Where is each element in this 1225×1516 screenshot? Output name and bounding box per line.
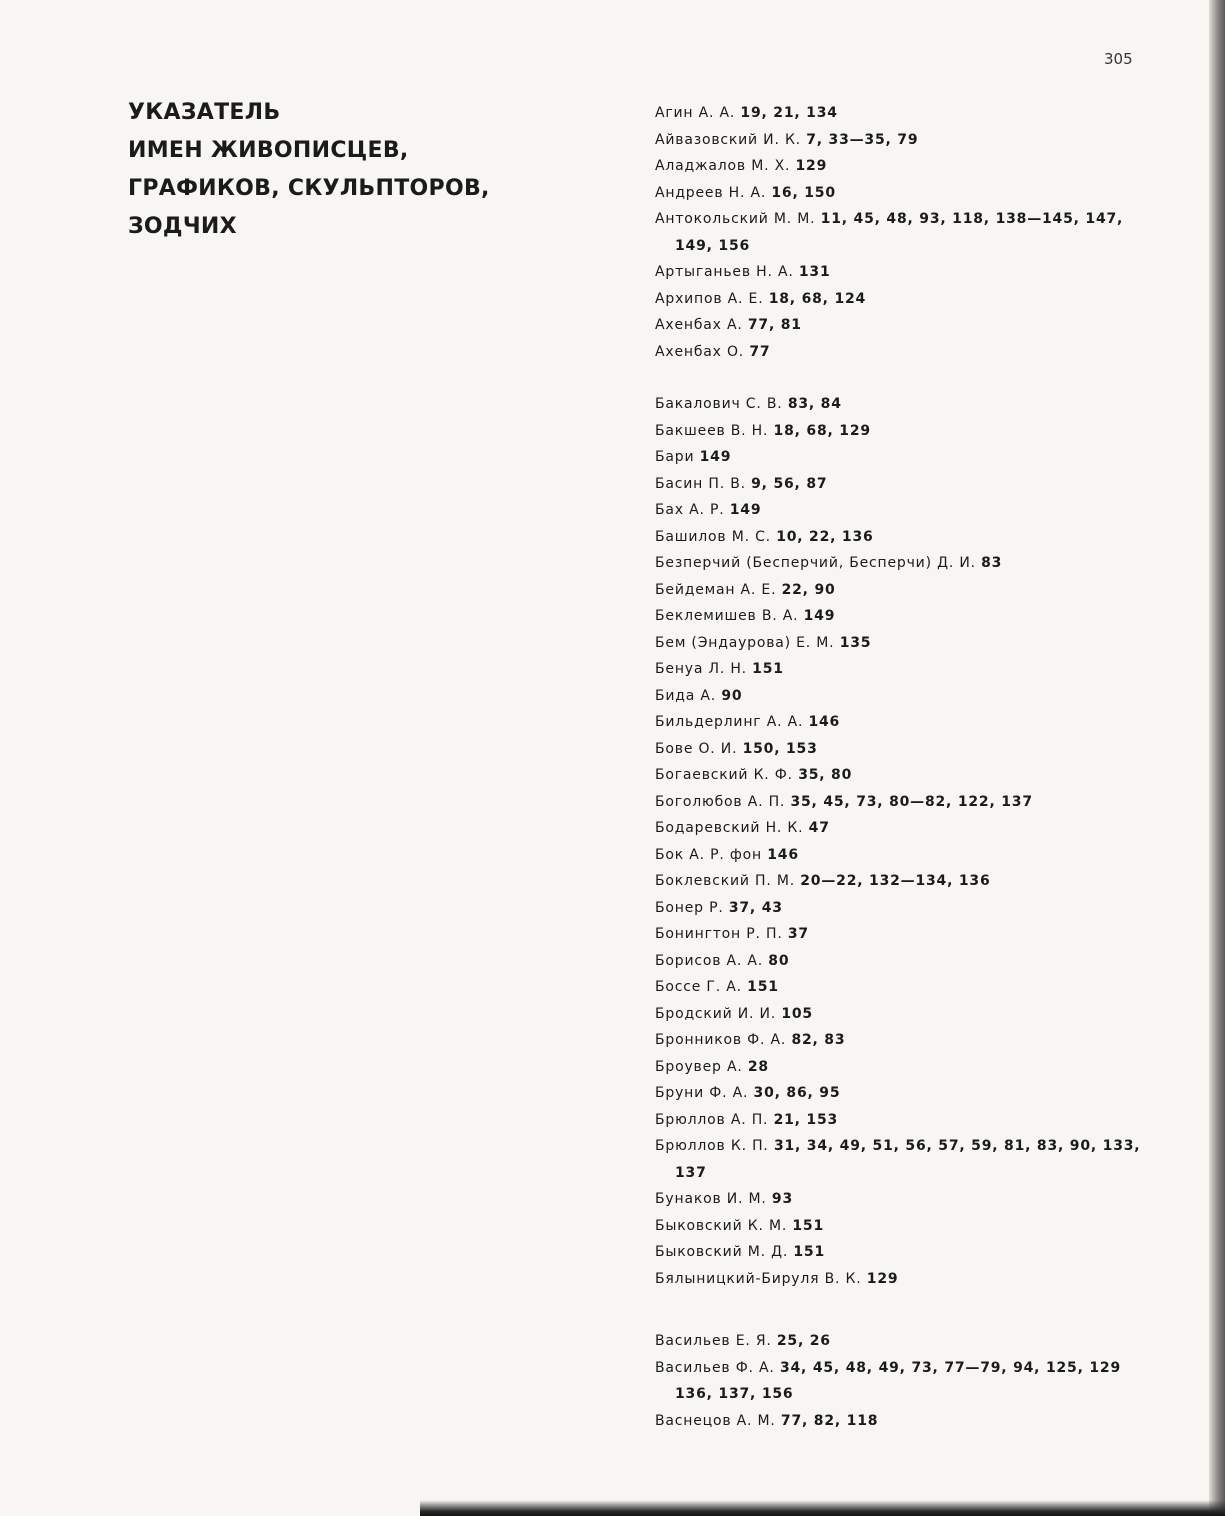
title-line: ЗОДЧИХ	[128, 214, 237, 239]
entry-pages: 77	[749, 343, 771, 360]
index-entry	[655, 524, 1155, 551]
entry-pages: 146	[767, 846, 799, 863]
entry-pages: 37	[787, 926, 809, 942]
entry-name: Бруни Ф. А.	[655, 1085, 749, 1101]
entry-name: Богаевский К. Ф.	[655, 767, 793, 783]
index-entry	[655, 762, 1155, 789]
index-title	[128, 94, 490, 246]
entry-name: Бодаревский Н. К.	[655, 820, 804, 836]
index-entry	[655, 100, 1155, 127]
entry-name: Бродский И. И.	[655, 1005, 777, 1022]
index-entry	[655, 444, 1155, 471]
entry-name: Айвазовский И. К.	[655, 131, 801, 148]
index-entry	[655, 709, 1155, 736]
entry-pages: 146	[808, 714, 841, 730]
title-line: ИМЕН ЖИВОПИСЦЕВ,	[128, 138, 409, 163]
index-entry	[655, 180, 1155, 207]
entry-pages: 151	[793, 1244, 825, 1260]
index-entry	[655, 1355, 1155, 1408]
index-entry	[655, 1027, 1155, 1054]
index-entry	[655, 1328, 1155, 1355]
entry-pages: 149	[803, 608, 836, 624]
entry-name: Аладжалов М. Х.	[655, 158, 791, 174]
index-entry	[655, 603, 1155, 630]
entry-name: Боклевский П. М.	[655, 873, 795, 889]
entry-pages: 35, 80	[798, 767, 853, 783]
entry-name: Бакшеев В. Н.	[655, 422, 769, 439]
index-entry	[655, 1266, 1155, 1293]
entry-pages: 20—22, 132—134, 136	[800, 873, 991, 889]
entry-name: Брюллов К. П.	[655, 1138, 769, 1154]
entry-name: Бок А. Р. фон	[655, 846, 762, 863]
index-entry	[655, 1213, 1155, 1240]
entry-pages: 129	[795, 158, 828, 174]
entry-name: Бенуа Л. Н.	[655, 661, 747, 677]
index-entry	[655, 286, 1155, 313]
index-entry	[655, 1107, 1155, 1134]
index-entry	[655, 1186, 1155, 1213]
entry-name: Агин А. А.	[655, 105, 736, 121]
entry-pages: 151	[747, 979, 779, 995]
entry-name: Бронников Ф. А.	[655, 1032, 787, 1048]
entry-pages: 149	[699, 449, 732, 465]
entry-name: Антокольский М. М.	[655, 211, 816, 227]
entry-name: Брюллов А. П.	[655, 1111, 769, 1128]
entry-name: Борисов А. А.	[655, 952, 764, 969]
index-entry	[655, 683, 1155, 710]
index-entry	[655, 1080, 1155, 1107]
entry-pages: 150, 153	[742, 740, 818, 757]
entry-pages: 34, 45, 48, 49, 73, 77—79, 94, 125, 129	[779, 1359, 1121, 1376]
entry-name: Андреев Н. А.	[655, 184, 767, 201]
entry-pages: 93	[771, 1191, 794, 1207]
entry-pages: 83	[981, 555, 1003, 571]
entry-name: Бильдерлинг А. А.	[655, 714, 804, 730]
entry-pages: 30, 86, 95	[753, 1085, 841, 1101]
entry-pages: 90	[721, 687, 743, 704]
entry-pages: 77, 82, 118	[780, 1412, 879, 1429]
index-entry	[655, 948, 1155, 975]
entry-pages-continued: 137	[675, 1164, 707, 1181]
entry-pages: 149	[729, 502, 762, 518]
entry-pages: 28	[747, 1058, 769, 1075]
entry-pages: 47	[808, 820, 830, 836]
entry-name: Бове О. И.	[655, 740, 738, 757]
index-entry	[655, 974, 1155, 1001]
index-entry	[655, 418, 1155, 445]
index-entry	[655, 656, 1155, 683]
entry-name: Архипов А. Е.	[655, 290, 764, 307]
entry-pages: 135	[839, 634, 872, 651]
index-entry	[655, 1054, 1155, 1081]
entry-name: Бонер Р.	[655, 899, 724, 916]
entry-name: Бари	[655, 449, 695, 465]
entry-pages: 25, 26	[776, 1333, 831, 1349]
index-entry	[655, 868, 1155, 895]
entry-pages: 82, 83	[791, 1032, 846, 1048]
index-entry	[655, 1001, 1155, 1028]
title-line: ГРАФИКОВ, СКУЛЬПТОРОВ,	[128, 176, 490, 201]
entry-pages-continued: 136, 137, 156	[675, 1386, 794, 1402]
page-edge-shadow	[1209, 0, 1225, 1516]
index-entry	[655, 259, 1155, 286]
entry-pages: 18, 68, 129	[773, 422, 871, 439]
entry-pages: 18, 68, 124	[768, 290, 867, 307]
index-entry	[655, 630, 1155, 657]
page-number: 305	[1104, 50, 1133, 68]
entry-pages: 10, 22, 136	[776, 528, 874, 545]
entry-pages: 105	[781, 1005, 813, 1022]
entry-name: Бем (Эндаурова) Е. М.	[655, 634, 835, 651]
entry-name: Басин П. В.	[655, 475, 746, 492]
entry-pages: 131	[798, 264, 831, 280]
entry-name: Васильев Ф. А.	[655, 1359, 775, 1376]
index-entry	[655, 1408, 1155, 1435]
index-entry	[655, 895, 1155, 922]
index-entry	[655, 497, 1155, 524]
index-entry	[655, 312, 1155, 339]
index-entry	[655, 127, 1155, 154]
entry-name: Броувер А.	[655, 1058, 743, 1075]
entry-name: Безперчий (Бесперчий, Бесперчи) Д. И.	[655, 555, 976, 571]
entry-pages: 37, 43	[728, 899, 783, 916]
entry-name: Ахенбах О.	[655, 343, 745, 360]
index-entry	[655, 577, 1155, 604]
letter-group-gap	[655, 1292, 1155, 1328]
index-entry	[655, 815, 1155, 842]
entry-pages: 31, 34, 49, 51, 56, 57, 59, 81, 83, 90, 133,	[773, 1138, 1141, 1154]
entry-name: Васнецов А. М.	[655, 1412, 776, 1429]
entry-name: Бида А.	[655, 687, 717, 704]
index-entry	[655, 206, 1155, 259]
entry-name: Васильев Е. Я.	[655, 1333, 772, 1349]
letter-group-gap	[655, 365, 1155, 391]
bottom-binding-shadow	[420, 1500, 1225, 1516]
entry-pages: 9, 56, 87	[751, 475, 828, 492]
index-entry	[655, 339, 1155, 366]
index-entry	[655, 471, 1155, 498]
entry-name: Беклемишев В. А.	[655, 608, 799, 624]
entry-name: Башилов М. С.	[655, 528, 771, 545]
index-entry	[655, 842, 1155, 869]
index-entry	[655, 153, 1155, 180]
entry-pages: 83, 84	[787, 396, 842, 412]
entry-name: Бакалович С. В.	[655, 396, 783, 412]
entry-pages: 7, 33—35, 79	[806, 131, 919, 148]
index-entry	[655, 921, 1155, 948]
entry-name: Бонингтон Р. П.	[655, 926, 783, 942]
entry-pages: 21, 153	[773, 1111, 839, 1128]
entry-pages: 11, 45, 48, 93, 118, 138—145, 147,	[820, 211, 1124, 227]
name-index-list	[655, 100, 1155, 1434]
entry-pages: 77, 81	[747, 317, 802, 333]
entry-name: Бах А. Р.	[655, 502, 725, 518]
entry-name: Быковский К. М.	[655, 1217, 788, 1234]
entry-pages: 80	[768, 952, 790, 969]
entry-pages: 151	[792, 1217, 824, 1234]
entry-pages: 19, 21, 134	[740, 105, 838, 121]
index-entry	[655, 736, 1155, 763]
entry-name: Ахенбах А.	[655, 317, 743, 333]
entry-name: Быковский М. Д.	[655, 1244, 789, 1260]
entry-name: Артыганьев Н. А.	[655, 264, 794, 280]
index-entry	[655, 1133, 1155, 1186]
entry-name: Бейдеман А. Е.	[655, 581, 777, 598]
entry-pages: 16, 150	[771, 184, 836, 201]
index-entry	[655, 789, 1155, 816]
title-line: УКАЗАТЕЛЬ	[128, 100, 281, 125]
index-entry	[655, 391, 1155, 418]
entry-name: Боголюбов А. П.	[655, 793, 786, 810]
entry-pages: 151	[752, 661, 784, 677]
entry-pages: 35, 45, 73, 80—82, 122, 137	[790, 793, 1033, 810]
index-entry	[655, 1239, 1155, 1266]
entry-pages: 22, 90	[781, 581, 836, 598]
entry-pages-continued: 149, 156	[675, 237, 751, 254]
entry-name: Бунаков И. М.	[655, 1191, 767, 1207]
index-entry	[655, 550, 1155, 577]
entry-name: Бялыницкий-Бируля В. К.	[655, 1270, 862, 1287]
entry-name: Боссе Г. А.	[655, 979, 742, 995]
entry-pages: 129	[866, 1270, 899, 1287]
